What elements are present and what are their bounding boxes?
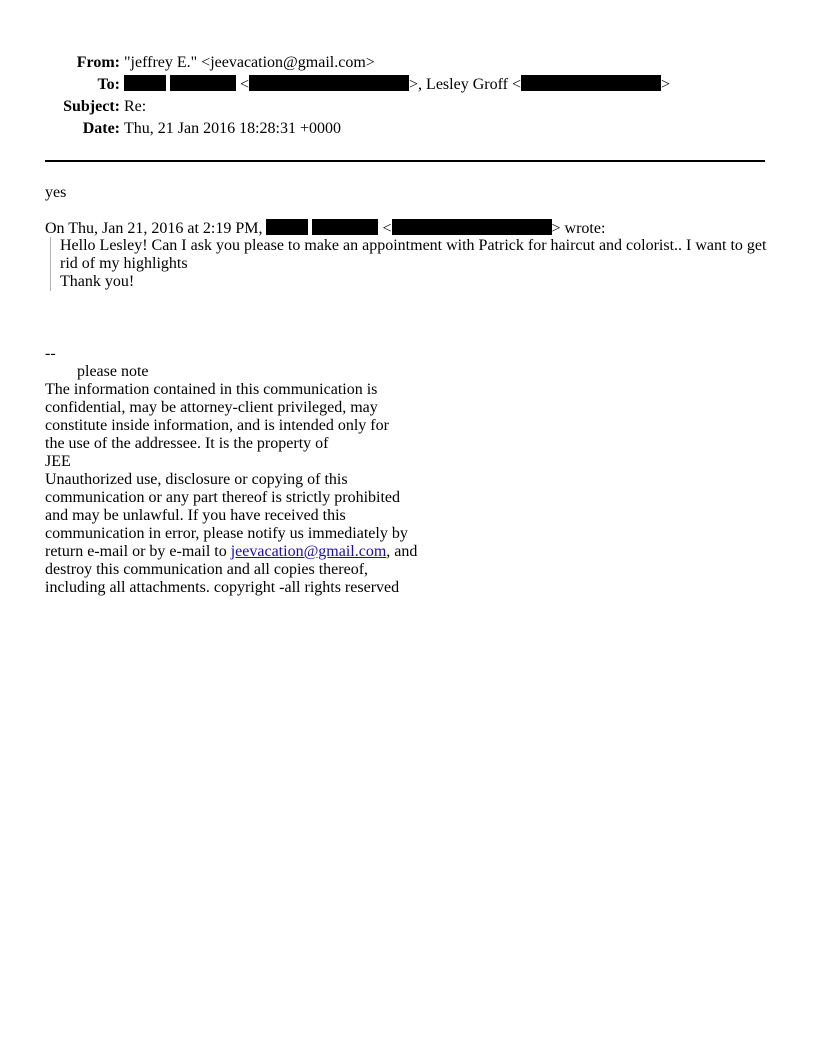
to-separator: >, Lesley Groff < xyxy=(409,76,521,93)
email-link[interactable]: jeevacation@gmail.com xyxy=(230,543,387,560)
disclaimer-line: confidential, may be attorney-client privileged, may xyxy=(45,399,378,416)
disclaimer-line: destroy this communication and all copies thereof, xyxy=(45,561,369,578)
signature-dashes: -- xyxy=(45,345,56,362)
quote-line: Hello Lesley! Can I ask you please to make an appointment with Patrick for haircut and colorist.. I want to get xyxy=(60,237,767,254)
to-value xyxy=(124,74,670,96)
from-value: "jeffrey E." <jeevacation@gmail.com> xyxy=(124,54,375,71)
to-close-bracket: > xyxy=(660,76,671,93)
quote-intro xyxy=(45,219,605,238)
redaction-block xyxy=(249,75,409,91)
quote-line: rid of my highlights xyxy=(60,255,188,272)
quoted-message xyxy=(50,237,780,291)
disclaimer-link-line xyxy=(45,543,417,561)
signature-disclaimer xyxy=(45,345,417,597)
link-line-suffix: , and xyxy=(386,543,418,560)
from-label: From: xyxy=(76,54,120,71)
to-label: To: xyxy=(97,76,120,93)
redaction-block xyxy=(124,75,166,91)
quote-intro-suffix: > wrote: xyxy=(551,220,606,237)
disclaimer-line: constitute inside information, and is intended only for xyxy=(45,417,389,434)
disclaimer-line: including all attachments. copyright -all rights reserved xyxy=(45,579,400,596)
disclaimer-line: Unauthorized use, disclosure or copying of this xyxy=(45,471,348,488)
disclaimer-line: The information contained in this communication is xyxy=(45,381,378,398)
disclaimer-line: communication or any part thereof is strictly prohibited xyxy=(45,489,401,506)
header-divider xyxy=(45,160,765,162)
quote-intro-open: < xyxy=(382,220,392,237)
redaction-block xyxy=(521,75,661,91)
disclaimer-line: JEE xyxy=(45,453,71,470)
signature-note: please note xyxy=(77,363,149,380)
link-line-prefix: return e-mail or by e-mail to xyxy=(45,543,231,560)
subject-label: Subject: xyxy=(63,98,120,115)
quote-line: Thank you! xyxy=(60,273,135,290)
disclaimer-line: the use of the addressee. It is the property of xyxy=(45,435,329,452)
redaction-block xyxy=(266,219,308,235)
to-open-bracket: < xyxy=(240,76,250,93)
redaction-block xyxy=(170,75,236,91)
disclaimer-line: and may be unlawful. If you have received this xyxy=(45,507,346,524)
reply-text: yes xyxy=(45,184,67,201)
redaction-block xyxy=(392,219,552,235)
disclaimer-line: communication in error, please notify us immediately by xyxy=(45,525,408,542)
subject-value: Re: xyxy=(124,98,147,115)
redaction-block xyxy=(312,219,378,235)
date-label: Date: xyxy=(82,120,120,137)
quote-intro-prefix: On Thu, Jan 21, 2016 at 2:19 PM, xyxy=(45,220,263,237)
date-value: Thu, 21 Jan 2016 18:28:31 +0000 xyxy=(124,120,342,137)
